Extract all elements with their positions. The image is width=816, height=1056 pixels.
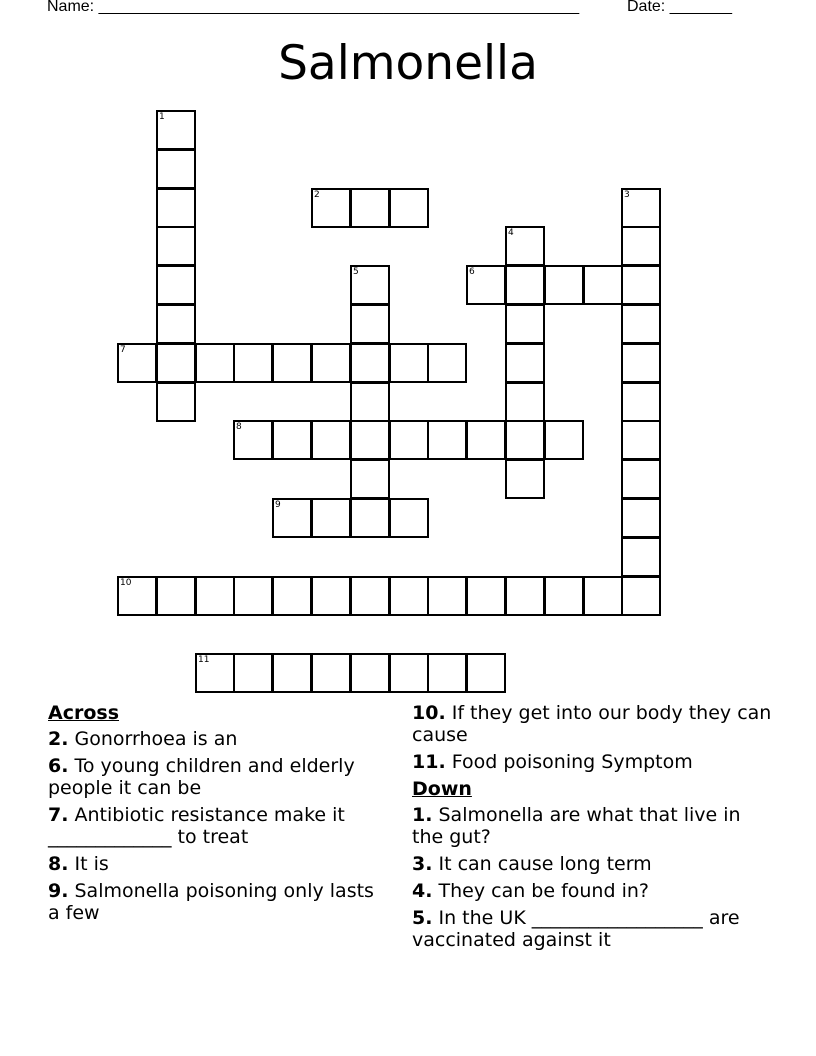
- crossword-cell[interactable]: [311, 343, 351, 383]
- crossword-cell[interactable]: [350, 420, 390, 460]
- crossword-cell[interactable]: [427, 653, 467, 693]
- crossword-cell[interactable]: [621, 265, 661, 305]
- crossword-cell[interactable]: [233, 420, 273, 460]
- crossword-cell[interactable]: [350, 576, 390, 616]
- crossword-cell[interactable]: [466, 576, 506, 616]
- crossword-cell[interactable]: [311, 420, 351, 460]
- clue-number-label: 4: [508, 228, 514, 238]
- crossword-cell[interactable]: [156, 188, 196, 228]
- crossword-cell[interactable]: [466, 265, 506, 305]
- crossword-cell[interactable]: [350, 498, 390, 538]
- crossword-cell[interactable]: [505, 304, 545, 344]
- crossword-cell[interactable]: [233, 576, 273, 616]
- crossword-cell[interactable]: [350, 265, 390, 305]
- crossword-cell[interactable]: [156, 304, 196, 344]
- crossword-cell[interactable]: [195, 653, 235, 693]
- crossword-cell[interactable]: [272, 576, 312, 616]
- clue-number-label: 9: [275, 500, 281, 510]
- crossword-cell[interactable]: [156, 149, 196, 189]
- crossword-cell[interactable]: [621, 459, 661, 499]
- crossword-cell[interactable]: [350, 459, 390, 499]
- clue-number-label: 6: [469, 267, 475, 277]
- clue-number-label: 11: [198, 655, 210, 665]
- crossword-cell[interactable]: [311, 188, 351, 228]
- crossword-cell[interactable]: [621, 420, 661, 460]
- crossword-cell[interactable]: [156, 576, 196, 616]
- date-field[interactable]: Date: _______: [627, 0, 732, 15]
- crossword-cell[interactable]: [156, 110, 196, 150]
- crossword-cell[interactable]: [272, 343, 312, 383]
- clue-number-label: 3: [624, 190, 630, 200]
- crossword-cell[interactable]: [389, 576, 429, 616]
- crossword-cell[interactable]: [583, 265, 623, 305]
- crossword-cell[interactable]: [156, 265, 196, 305]
- clue-number-label: 10: [120, 578, 132, 588]
- clue-across-11: 11. Food poisoning Symptom: [412, 751, 693, 773]
- crossword-cell[interactable]: [195, 576, 235, 616]
- clue-across-8: 8. It is: [48, 853, 109, 875]
- crossword-cell[interactable]: [505, 226, 545, 266]
- crossword-cell[interactable]: [311, 498, 351, 538]
- clue-number-label: 2: [314, 190, 320, 200]
- crossword-cell[interactable]: [505, 382, 545, 422]
- page-title: Salmonella: [278, 36, 538, 91]
- crossword-cell[interactable]: [156, 226, 196, 266]
- down-heading: Down: [412, 778, 472, 800]
- crossword-cell[interactable]: [117, 576, 157, 616]
- crossword-cell[interactable]: [350, 188, 390, 228]
- clue-across-9: 9. Salmonella poisoning only lasts a few: [48, 880, 374, 924]
- crossword-cell[interactable]: [505, 265, 545, 305]
- crossword-cell[interactable]: [272, 420, 312, 460]
- crossword-cell[interactable]: [621, 576, 661, 616]
- clues-column-left: [48, 702, 388, 929]
- crossword-cell[interactable]: [389, 653, 429, 693]
- crossword-cell[interactable]: [544, 420, 584, 460]
- crossword-cell[interactable]: [311, 653, 351, 693]
- crossword-cell[interactable]: [621, 226, 661, 266]
- crossword-cell[interactable]: [389, 420, 429, 460]
- across-heading: Across: [48, 702, 120, 724]
- crossword-cell[interactable]: [583, 576, 623, 616]
- crossword-cell[interactable]: [350, 653, 390, 693]
- crossword-cell[interactable]: [505, 420, 545, 460]
- crossword-cell[interactable]: [621, 188, 661, 228]
- crossword-cell[interactable]: [389, 498, 429, 538]
- crossword-cell[interactable]: [233, 343, 273, 383]
- crossword-cell[interactable]: [350, 304, 390, 344]
- crossword-cell[interactable]: [544, 576, 584, 616]
- clue-down-3: 3. It can cause long term: [412, 853, 652, 875]
- crossword-cell[interactable]: [621, 498, 661, 538]
- crossword-cell[interactable]: [427, 343, 467, 383]
- crossword-cell[interactable]: [505, 576, 545, 616]
- clue-across-7: 7. Antibiotic resistance make it _____________ to treat: [48, 804, 345, 848]
- clue-down-4: 4. They can be found in?: [412, 880, 649, 902]
- crossword-cell[interactable]: [466, 420, 506, 460]
- crossword-cell[interactable]: [621, 537, 661, 577]
- crossword-cell[interactable]: [427, 576, 467, 616]
- crossword-cell[interactable]: [350, 382, 390, 422]
- crossword-cell[interactable]: [195, 343, 235, 383]
- clue-number-label: 7: [120, 345, 126, 355]
- crossword-cell[interactable]: [505, 459, 545, 499]
- crossword-cell[interactable]: [389, 188, 429, 228]
- clue-number-label: 1: [159, 112, 165, 122]
- crossword-cell[interactable]: [389, 343, 429, 383]
- clue-number-label: 5: [353, 267, 359, 277]
- crossword-cell[interactable]: [505, 343, 545, 383]
- crossword-cell[interactable]: [117, 343, 157, 383]
- crossword-cell[interactable]: [350, 343, 390, 383]
- clue-across-10: 10. If they get into our body they can cause: [412, 702, 772, 746]
- crossword-cell[interactable]: [621, 304, 661, 344]
- clues-column-right: [412, 702, 772, 956]
- crossword-cell[interactable]: [621, 382, 661, 422]
- clue-across-6: 6. To young children and elderly people it can be: [48, 755, 355, 799]
- clue-down-1: 1. Salmonella are what that live in the gut?: [412, 804, 741, 848]
- crossword-cell[interactable]: [311, 576, 351, 616]
- clue-number-label: 8: [236, 422, 242, 432]
- crossword-cell[interactable]: [272, 653, 312, 693]
- clue-down-5: 5. In the UK __________________ are vaccinated against it: [412, 907, 740, 951]
- clue-across-2: 2. Gonorrhoea is an: [48, 728, 238, 750]
- crossword-cell[interactable]: [544, 265, 584, 305]
- crossword-cell[interactable]: [156, 343, 196, 383]
- crossword-cell[interactable]: [156, 382, 196, 422]
- crossword-cell[interactable]: [466, 653, 506, 693]
- crossword-cell[interactable]: [233, 653, 273, 693]
- crossword-cell[interactable]: [427, 420, 467, 460]
- crossword-cell[interactable]: [272, 498, 312, 538]
- crossword-cell[interactable]: [621, 343, 661, 383]
- name-field[interactable]: Name: ______________________________________________________: [47, 0, 580, 15]
